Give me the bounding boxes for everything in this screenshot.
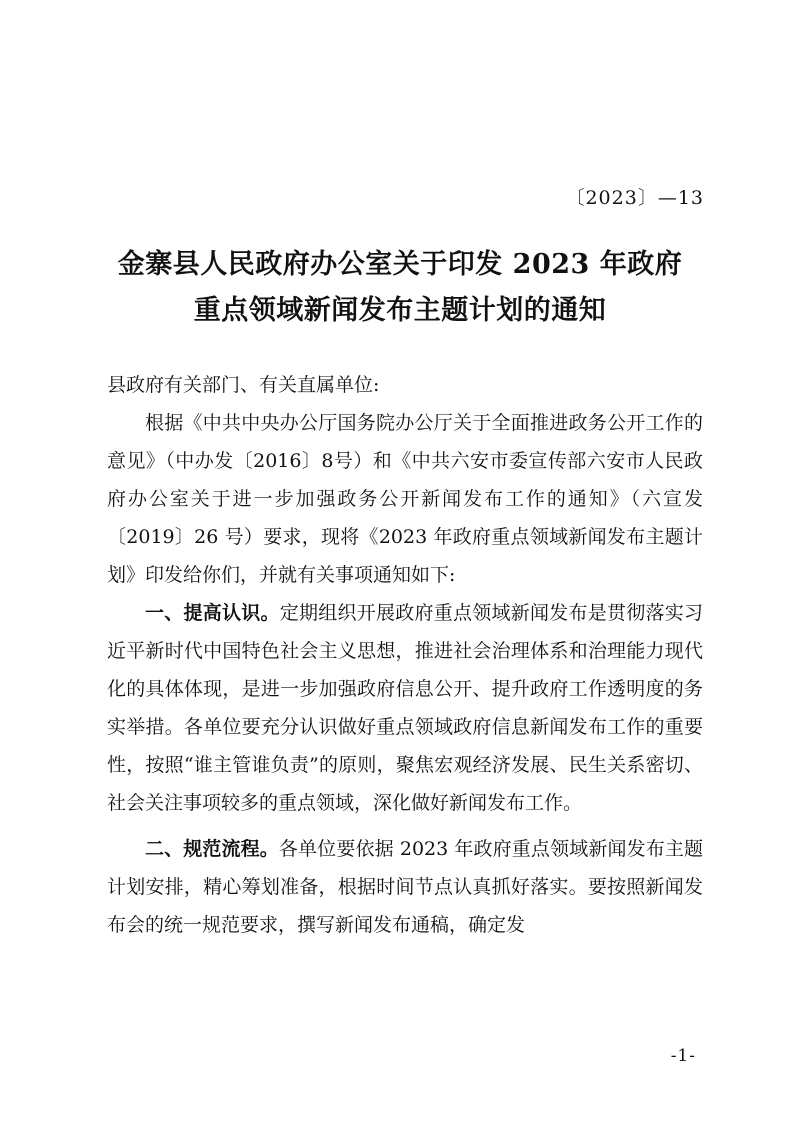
title-line-1: 金寨县人民政府办公室关于印发 2023 年政府 [117,249,683,280]
document-number: 〔2023〕—13 [565,187,704,209]
addressee: 县政府有关部门、有关直属单位: [107,374,380,396]
document-title [0,242,800,334]
section-1-text: 定期组织开展政府重点领域新闻发布是贯彻落实习近平新时代中国特色社会主义思想，推进社会治理体系和治理能力现代化的具体体现，是进一步加强政府信息公开、提升政府工作透明度的务实举措。各单位要充分认识做好重点领域政府信息新闻发布工作的重要性，按照“谁主管谁负责”的原则，聚焦宏观经济发展、民生关系密切、社会关注事项较多的重点领域，深化做好新闻发布工作。 [107,602,703,814]
section-2-heading: 二、规范流程。 [145,838,279,860]
section-2-text: 各单位要依据 2023 年政府重点领域新闻发布主题计划安排，精心筹划准备，根据时间节点认真抓好落实。要按照新闻发布会的统一规范要求，撰写新闻发布通稿，确定发 [107,838,703,936]
paragraph-intro: 根据《中共中央办公厅国务院办公厅关于全面推进政务公开工作的意见》（中办发〔2016〕8号）和《中共六安市委宣传部六安市人民政府办公室关于进一步加强政务公开新闻发布工作的通知》（六宣发〔2019〕26 号）要求，现将《2023 年政府重点领域新闻发布主题计划》印发给你们，并就有关事项通知如下: [107,412,703,586]
paragraph-section-1 [107,594,703,822]
page-number: -1- [670,1046,696,1066]
title-line-2: 重点领域新闻发布主题计划的通知 [193,295,607,326]
paragraph-section-2 [107,830,703,944]
document-body [107,366,703,944]
section-1-heading: 一、提高认识。 [145,602,280,624]
